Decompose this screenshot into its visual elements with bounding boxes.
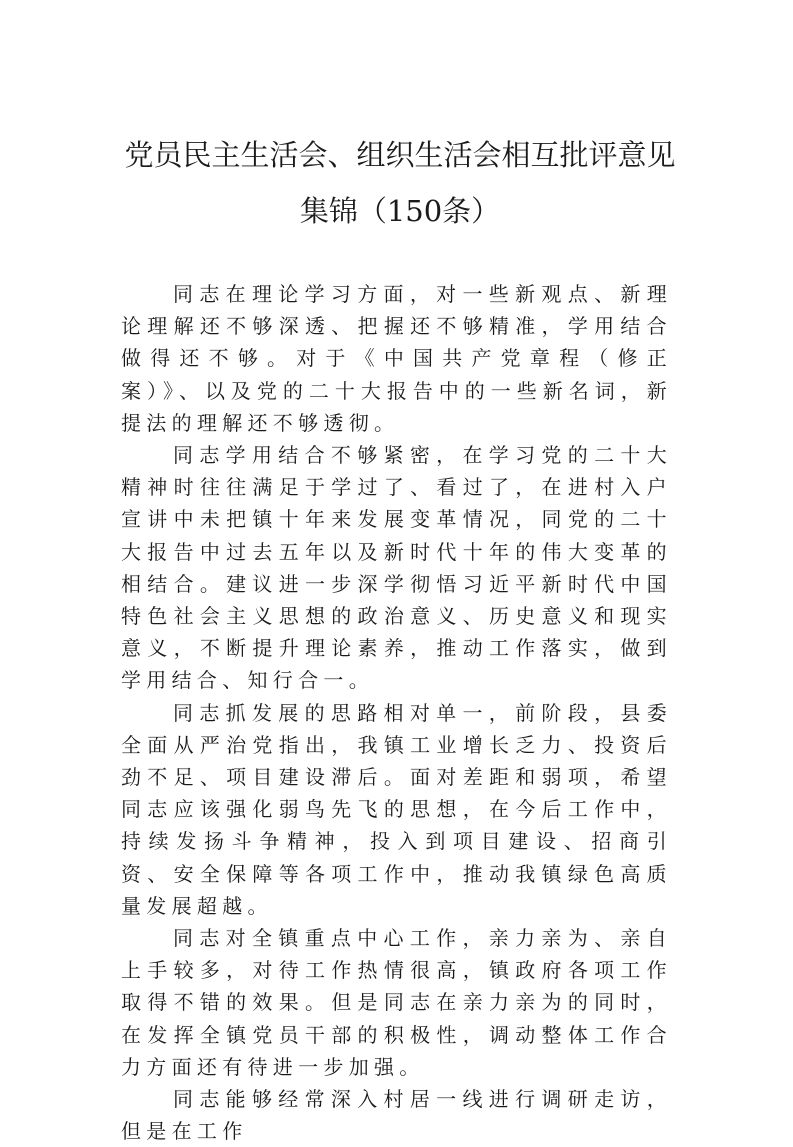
paragraph-2: 同志学用结合不够紧密，在学习党的二十大精神时往往满足于学过了、看过了，在进村入户宣讲中未把镇十年来发展变革情况，同党的二十大报告中过去五年以及新时代十年的伟大变革的相结合。建议进一步深学彻悟习近平新时代中国特色社会主义思想的政治意义、历史意义和现实意义，不断提升理论素养，推动工作落实，做到学用结合、知行合一。 <box>121 443 672 693</box>
paragraph-5: 同志能够经常深入村居一线进行调研走访，但是在工作 <box>121 1087 672 1144</box>
paragraph-3: 同志抓发展的思路相对单一，前阶段，县委全面从严治党指出，我镇工业增长乏力、投资后劲不足、项目建设滞后。面对差距和弱项，希望同志应该强化弱鸟先飞的思想，在今后工作中，持续发扬斗争精神，投入到项目建设、招商引资、安全保障等各项工作中，推动我镇绿色高质量发展超越。 <box>121 700 672 918</box>
paragraph-4: 同志对全镇重点中心工作，亲力亲为、亲自上手较多，对待工作热情很高，镇政府各项工作取得不错的效果。但是同志在亲力亲为的同时，在发挥全镇党员干部的积极性，调动整体工作合力方面还有待进一步加强。 <box>121 926 672 1079</box>
document-title-line-1: 党员民主生活会、组织生活会相互批评意见 <box>124 138 676 172</box>
document-body <box>121 278 672 1147</box>
document-title-line-2: 集锦（150条） <box>299 194 501 228</box>
paragraph-1: 同志在理论学习方面，对一些新观点、新理论理解还不够深透、把握还不够精准，学用结合做得还不够。对于《中国共产党章程（修正案）》、以及党的二十大报告中的一些新名词，新提法的理解还不够透彻。 <box>121 282 672 435</box>
